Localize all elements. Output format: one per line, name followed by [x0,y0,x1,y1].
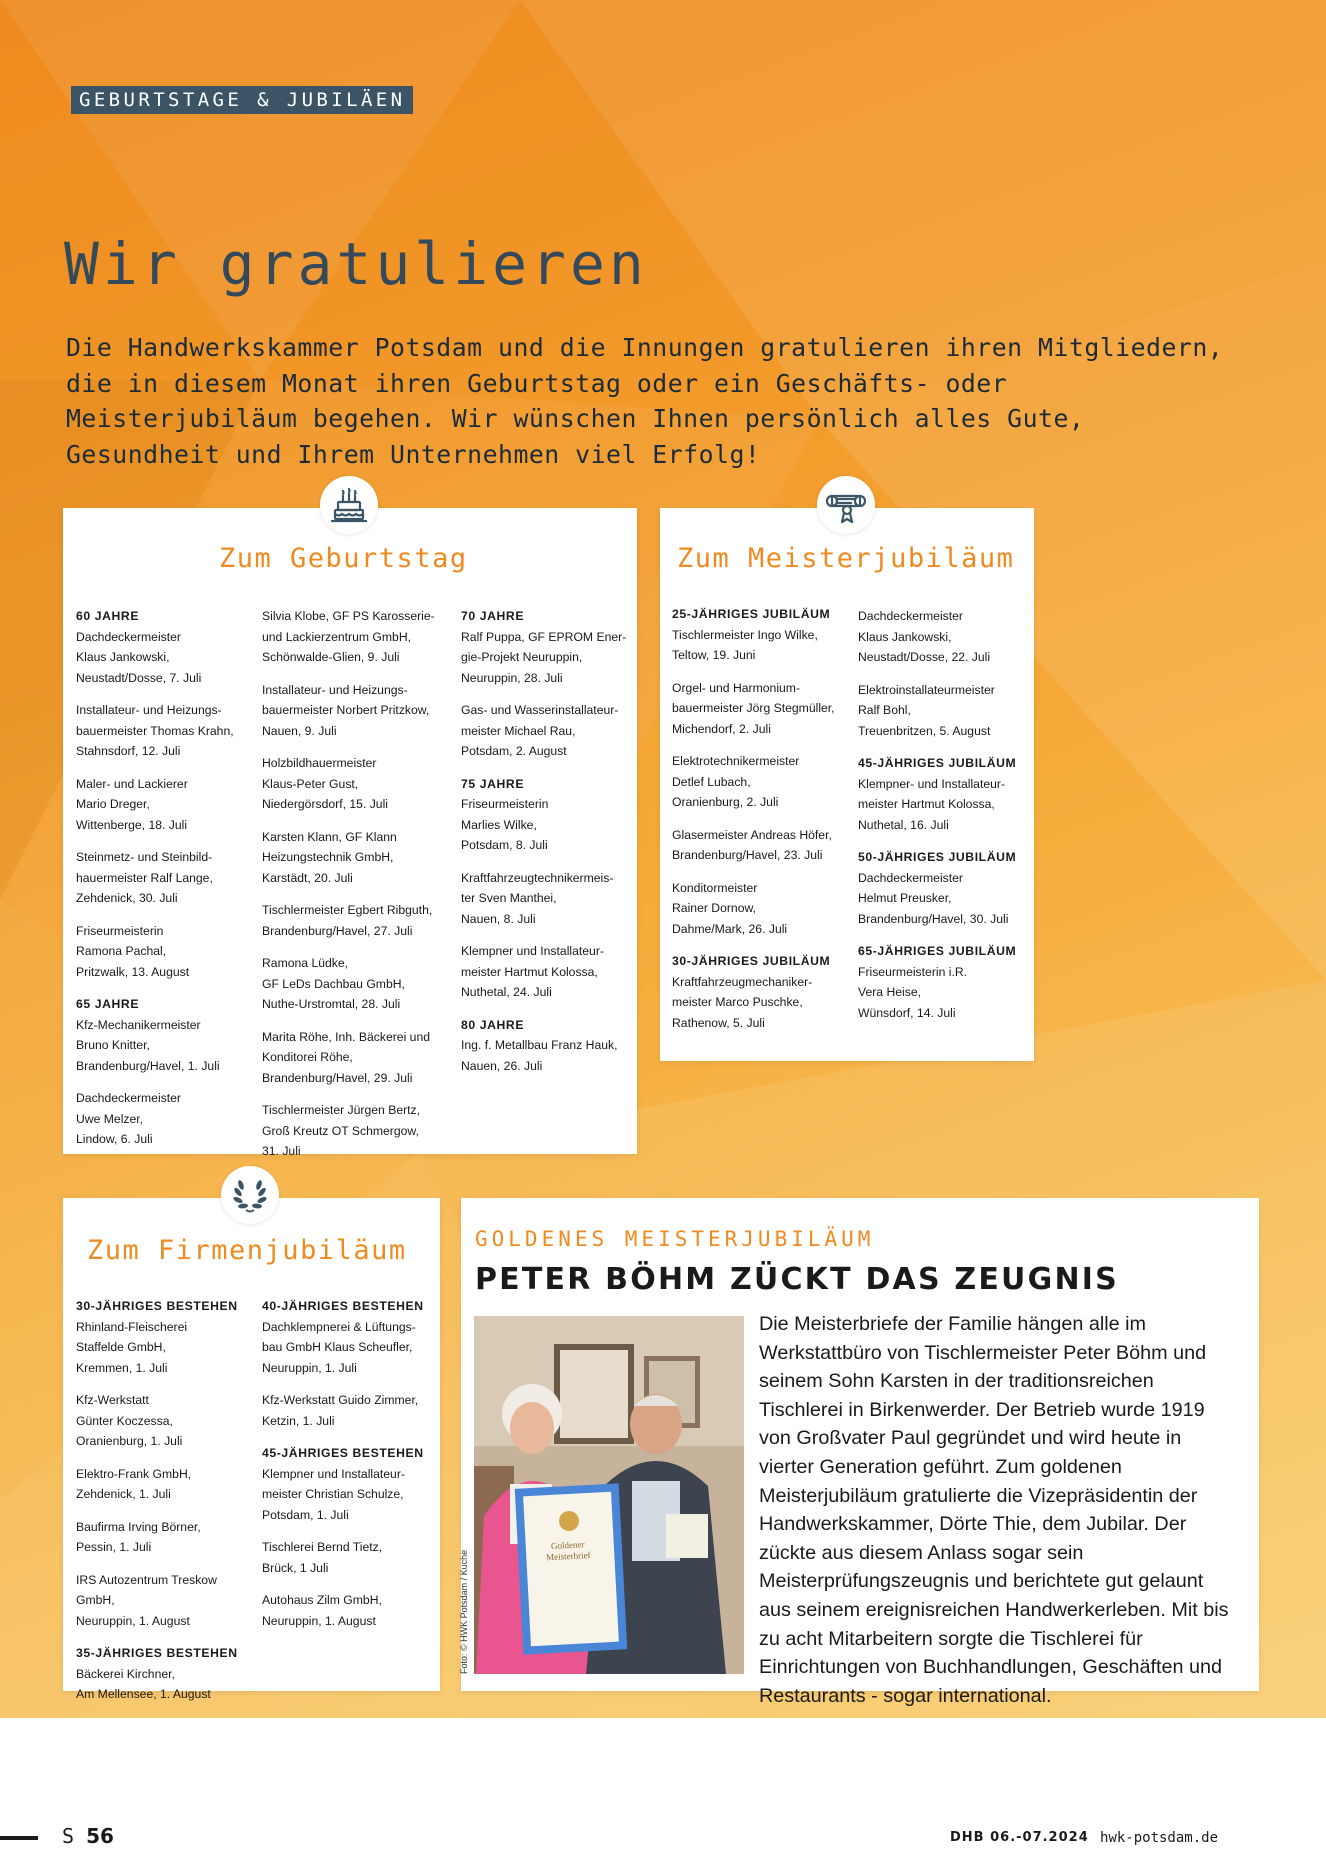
birthday-column-1 [76,606,256,1162]
certificate-text: GoldenerMeisterbrief [545,1539,591,1563]
list-item: Kraftfahrzeugmechaniker- meister Marco Puschke, Rathenow, 5. Juli [672,974,813,1030]
section-tag: GEBURTSTAGE & JUBILÄEN [71,86,413,114]
group-heading: 75 JAHRE [461,776,525,791]
group-heading: 25-JÄHRIGES JUBILÄUM [672,607,831,621]
group-heading: 80 JAHRE [461,1017,525,1032]
group-heading: 30-JÄHRIGES JUBILÄUM [672,954,831,968]
list-item: Silvia Klobe, GF PS Karosserie- und Lackierzentrum GmbH, Schönwalde-Glien, 9. Juli [262,609,435,664]
diploma-scroll-icon [817,476,875,534]
list-item: Friseurmeisterin i.R. Vera Heise, Wünsdorf, 14. Juli [858,964,968,1020]
page-number-value: 56 [86,1824,114,1848]
list-item: Orgel- und Harmonium- bauermeister Jörg Stegmüller, Michendorf, 2. Juli [672,680,835,736]
list-item: Gas- und Wasserinstallateur- meister Michael Rau, Potsdam, 2. August [461,703,619,758]
list-item: Steinmetz- und Steinbild- hauermeister Ralf Lange, Zehdenick, 30. Juli [76,850,213,905]
group-heading: 65-JÄHRIGES JUBILÄUM [858,944,1017,958]
birthday-card [63,508,637,1158]
group-heading: 35-JÄHRIGES BESTEHEN [76,1646,238,1660]
list-item: Ing. f. Metallbau Franz Hauk, Nauen, 26. Juli [461,1038,618,1073]
page-number [62,1824,114,1848]
group-heading: 45-JÄHRIGES JUBILÄUM [858,756,1017,770]
golden-anniversary-body: Die Meisterbriefe der Familie hängen alle im Werkstattbüro von Tischlermeister Peter Böhm und seinem Sohn Karsten in der traditionsreichen Tischlerei in Birkenwerder. Der Betrieb wurde 1919 von Großvater Paul gegründet und wird heute in vierter Generation geführt. Zum goldenen Meisterjubiläum gratulierte die Vizepräsidentin der Handwerkskammer, Dörte Thie, dem Jubilar. Der zückte aus diesem Anlass sogar sein Meisterprüfungszeugnis und berichtete gut gelaunt aus seinem ereignisreichen Handwerkerleben. Mit bis zu acht Mitarbeitern sorgte die Tischlerei für Einrichtungen von Buchhandlungen, Geschäften und Restaurants - sogar international. [759,1313,1229,1707]
page-prefix: S [62,1824,75,1848]
list-item: Kfz-Werkstatt Günter Koczessa, Oranienburg, 1. Juli [76,1393,183,1448]
photo-credit: Foto: © HWK Potsdam / Kuche [459,1549,469,1674]
list-item: Maler- und Lackierer Mario Dreger, Wittenberge, 18. Juli [76,776,188,832]
group-heading: 65 JAHRE [76,997,140,1011]
master-anniversary-card [660,508,1034,1061]
list-item: Konditormeister Rainer Dornow, Dahme/Mark, 26. Juli [672,880,788,936]
list-item: Klempner- und Installateur- meister Hartmut Kolossa, Nuthetal, 16. Juli [858,776,1005,832]
company-column-1 [76,1296,256,1717]
list-item: Dachdeckermeister Helmut Preusker, Brandenburg/Havel, 30. Juli [858,870,1009,926]
list-item: Tischlermeister Ingo Wilke, Teltow, 19. Juni [672,627,818,662]
photo-illustration [474,1316,744,1674]
page-title: Wir gratulieren [64,230,648,298]
list-item: Installateur- und Heizungs- bauermeister Norbert Pritzkow, Nauen, 9. Juli [262,682,430,738]
list-item: Dachdeckermeister Uwe Melzer, Lindow, 6. Juli [76,1091,181,1146]
list-item: Friseurmeisterin Ramona Pachal, Pritzwalk, 13. August [76,923,190,979]
list-item: Ramona Lüdke, GF LeDs Dachbau GmbH, Nuthe-Urstromtal, 28. Juli [262,956,405,1011]
list-item: Dachdeckermeister Klaus Jankowski, Neustadt/Dosse, 7. Juli [76,629,202,685]
birthday-cake-icon [320,476,378,534]
list-item: Klempner und Installateur- meister Hartmut Kolossa, Nuthetal, 24. Juli [461,944,604,999]
company-anniversary-card [63,1198,440,1701]
list-item: Holzbildhauermeister Klaus-Peter Gust, Niedergörsdorf, 15. Juli [262,756,388,811]
birthday-card-title: Zum Geburtstag [219,543,468,574]
list-item: Marita Röhe, Inh. Bäckerei und Konditorei Röhe, Brandenburg/Havel, 29. Juli [262,1029,431,1085]
list-item: Tischlermeister Egbert Ribguth, Brandenburg/Havel, 27. Juli [262,903,433,938]
master-anniversary-title: Zum Meisterjubiläum [677,543,1015,574]
list-item: Bäckerei Kirchner, Am Mellensee, 1. August [76,1666,211,1701]
footer-bar [0,1836,38,1840]
list-item: Dachklempnerei & Lüftungs- bau GmbH Klaus Scheufler, Neuruppin, 1. Juli [262,1319,416,1375]
list-item: Kfz-Mechanikermeister Bruno Knitter, Brandenburg/Havel, 1. Juli [76,1017,220,1073]
list-item: Klempner und Installateur- meister Christian Schulze, Potsdam, 1. Juli [262,1466,405,1522]
group-heading: 30-JÄHRIGES BESTEHEN [76,1299,238,1313]
master-column-2 [858,606,1028,1035]
list-item: Tischlerei Bernd Tietz, Brück, 1 Juli [262,1540,383,1575]
list-item: Baufirma Irving Börner, Pessin, 1. Juli [76,1519,201,1554]
list-item: Karsten Klann, GF Klann Heizungstechnik GmbH, Karstädt, 20. Juli [262,829,397,885]
list-item: Ralf Puppa, GF EPROM Ener- gie-Projekt Neuruppin, Neuruppin, 28. Juli [461,629,627,685]
company-column-2 [262,1296,437,1643]
group-heading: 60 JAHRE [76,609,140,623]
company-anniversary-title: Zum Firmenjubiläum [87,1235,407,1266]
master-column-1 [672,604,852,1045]
list-item: Rhinland-Fleischerei Staffelde GmbH, Kremmen, 1. Juli [76,1319,188,1375]
list-item: Autohaus Zilm GmbH, Neuruppin, 1. August [262,1593,382,1628]
list-item: Elektroinstallateurmeister Ralf Bohl, Treuenbritzen, 5. August [858,682,995,738]
group-heading: 70 JAHRE [461,609,525,623]
birthday-column-2 [262,606,452,1174]
website-link[interactable]: hwk-potsdam.de [1100,1830,1219,1846]
list-item: Kfz-Werkstatt Guido Zimmer, Ketzin, 1. Juli [262,1393,419,1428]
group-heading: 50-JÄHRIGES JUBILÄUM [858,850,1017,864]
list-item: Kraftfahrzeugtechnikermeis- ter Sven Manthei, Nauen, 8. Juli [461,870,614,926]
list-item: Elektrotechnikermeister Detlef Lubach, Oranienburg, 2. Juli [672,754,800,809]
golden-anniversary-headline: PETER BÖHM ZÜCKT DAS ZEUGNIS [475,1262,1119,1297]
list-item: Friseurmeisterin Marlies Wilke, Potsdam, 8. Juli [461,797,549,852]
laurel-wreath-icon [221,1166,279,1224]
list-item: IRS Autozentrum Treskow GmbH, Neuruppin, 1. August [76,1572,217,1628]
group-heading: 40-JÄHRIGES BESTEHEN [262,1299,424,1313]
intro-text: Die Handwerkskammer Potsdam und die Innungen gratulieren ihren Mitgliedern, die in diesem Monat ihren Geburtstag oder ein Geschäfts- oder Meisterjubiläum begehen. Wir wünschen Ihnen persönlich alles Gute, Gesundheit und Ihrem Unternehmen viel Erfolg! [66,333,1224,469]
list-item: Glasermeister Andreas Höfer, Brandenburg/Havel, 23. Juli [672,827,832,862]
list-item: Dachdeckermeister Klaus Jankowski, Neustadt/Dosse, 22. Juli [858,609,991,664]
golden-anniversary-kicker: GOLDENES MEISTERJUBILÄUM [475,1227,875,1251]
birthday-column-3 [461,606,631,1088]
list-item: Installateur- und Heizungs- bauermeister Thomas Krahn, Stahnsdorf, 12. Juli [76,703,234,758]
jubilee-photo [474,1316,744,1674]
group-heading: 45-JÄHRIGES BESTEHEN [262,1446,424,1460]
issue-label: DHB 06.-07.2024 [950,1830,1089,1845]
list-item: Elektro-Frank GmbH, Zehdenick, 1. Juli [76,1466,192,1501]
list-item: Tischlermeister Jürgen Bertz, Groß Kreutz OT Schmergow, 31. Juli [262,1103,421,1158]
